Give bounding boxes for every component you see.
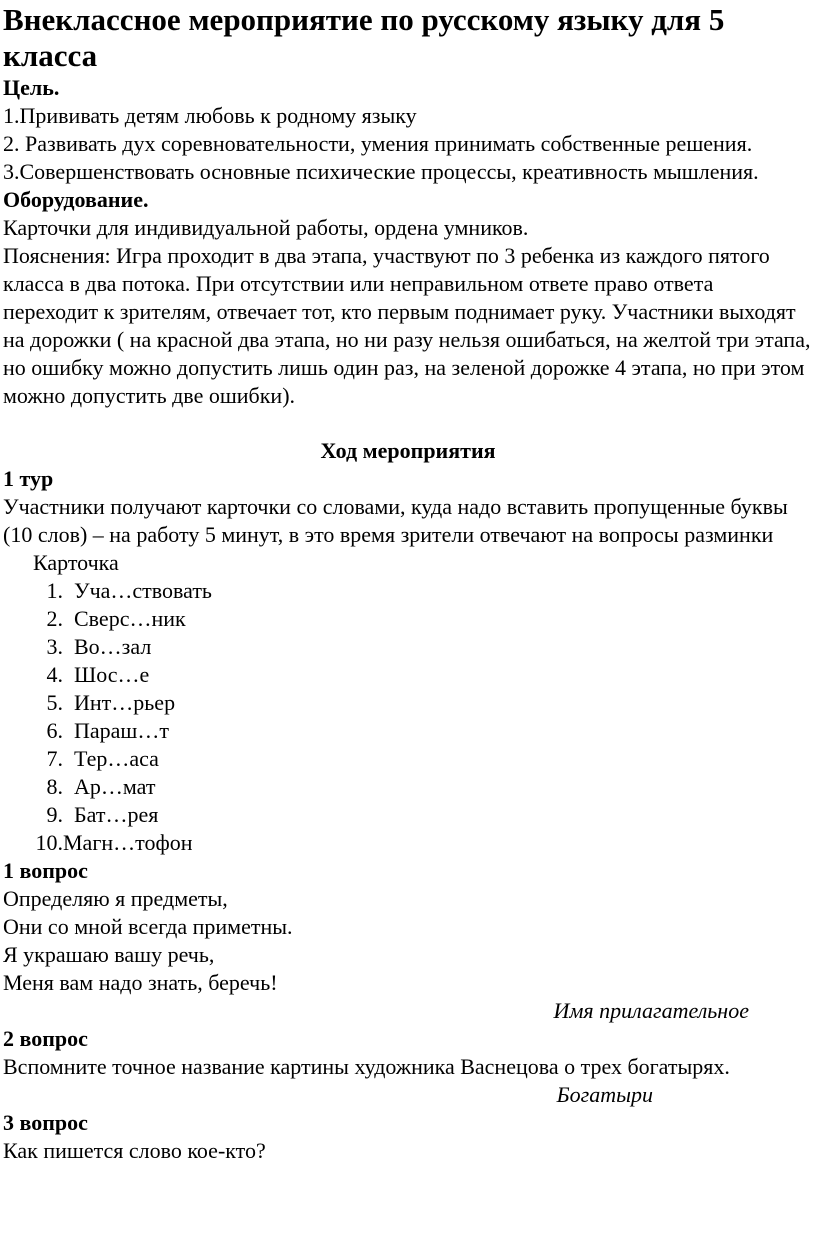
item-word: Ар…мат <box>74 774 156 799</box>
poem-line: Определяю я предметы, <box>3 886 228 911</box>
poem-line: Я украшаю вашу речь, <box>3 942 215 967</box>
goal-heading: Цель. <box>3 75 60 100</box>
question2-text: Вспомните точное название картины художника Васнецова о трех богатырях. <box>3 1054 730 1079</box>
item-word: Тер…аса <box>74 746 159 771</box>
question3-heading: 3 вопрос <box>3 1110 88 1135</box>
item-number: 2. <box>46 606 63 631</box>
spacer <box>3 410 813 437</box>
goal-item-3: 3.Совершенствовать основные психические процессы, креативность мышления. <box>3 159 759 184</box>
item-number: 1. <box>46 578 63 603</box>
list-item <box>3 633 813 661</box>
list-item <box>3 661 813 689</box>
item-word: Параш…т <box>74 718 169 743</box>
question3-text: Как пишется слово кое-кто? <box>3 1138 266 1163</box>
item-word: Магн…тофон <box>63 830 193 855</box>
round1-heading: 1 тур <box>3 466 54 491</box>
list-item <box>3 745 813 773</box>
question2-answer: Богатыри <box>556 1082 653 1107</box>
question2-heading: 2 вопрос <box>3 1026 88 1051</box>
card-word-list <box>3 577 813 857</box>
list-item <box>3 605 813 633</box>
round1-text: Участники получают карточки со словами, куда надо вставить пропущенные буквы (10 слов) – на работу 5 минут, в это время зрители отвечают на вопросы разминки <box>3 494 788 547</box>
item-word: Сверс…ник <box>74 606 186 631</box>
course-heading: Ход мероприятия <box>320 438 496 463</box>
item-word: Уча…ствовать <box>74 578 212 603</box>
explanation-text: Пояснения: Игра проходит в два этапа, участвуют по 3 ребенка из каждого пятого класса в два потока. При отсутствии или неправильном ответе право ответа переходит к зрителям, отвечает тот, кто первым поднимает руку. Участники выходят на дорожки ( на красной два этапа, но ни разу нельзя ошибаться, на желтой три этапа, но ошибку можно допустить лишь один раз, на зеленой дорожке 4 этапа, но при этом можно допустить две ошибки). <box>3 243 811 408</box>
item-number: 6. <box>46 718 63 743</box>
goal-item-2: 2. Развивать дух соревновательности, умения принимать собственные решения. <box>3 131 753 156</box>
item-number: 5. <box>46 690 63 715</box>
item-number: 8. <box>46 774 63 799</box>
item-number: 10. <box>35 830 63 855</box>
list-item <box>3 689 813 717</box>
list-item <box>3 801 813 829</box>
item-word: Бат…рея <box>74 802 159 827</box>
poem-line: Меня вам надо знать, беречь! <box>3 970 278 995</box>
question1-answer: Имя прилагательное <box>553 998 749 1023</box>
item-word: Во…зал <box>74 634 152 659</box>
goal-item-1: 1.Прививать детям любовь к родному языку <box>3 103 417 128</box>
card-title: Карточка <box>33 550 119 575</box>
item-number: 9. <box>46 802 63 827</box>
document-page <box>3 0 813 1165</box>
equipment-text: Карточки для индивидуальной работы, ордена умников. <box>3 215 529 240</box>
item-number: 3. <box>46 634 63 659</box>
item-number: 7. <box>46 746 63 771</box>
list-item <box>3 717 813 745</box>
poem-line: Они со мной всегда приметны. <box>3 914 293 939</box>
item-word: Инт…рьер <box>74 690 176 715</box>
item-word: Шос…е <box>74 662 150 687</box>
list-item <box>3 577 813 605</box>
question1-heading: 1 вопрос <box>3 858 88 883</box>
page-title: Внеклассное мероприятие по русскому языку для 5 класса <box>3 2 725 73</box>
equipment-heading: Оборудование. <box>3 187 149 212</box>
item-number: 4. <box>46 662 63 687</box>
list-item <box>3 829 813 857</box>
list-item <box>3 773 813 801</box>
